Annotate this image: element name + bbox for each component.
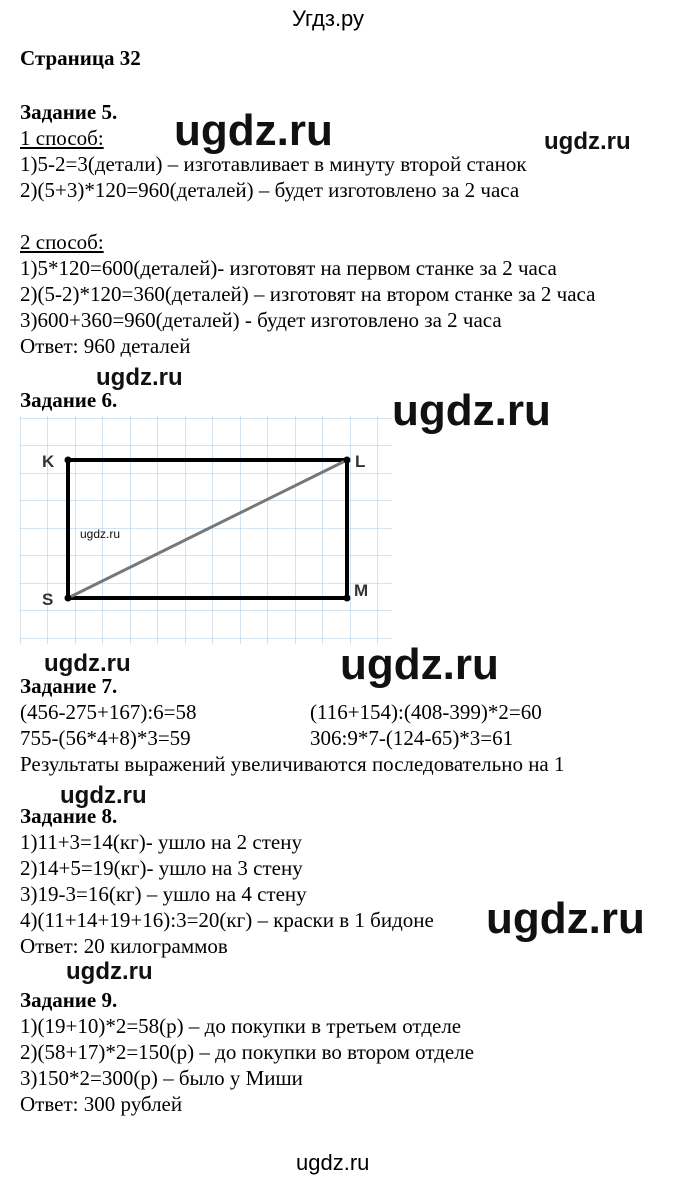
page-heading: Страница 32 bbox=[20, 46, 141, 70]
grid-diagram bbox=[20, 416, 392, 644]
watermark: ugdz.ru bbox=[66, 958, 153, 985]
task7-expr: 755-(56*4+8)*3=59 bbox=[20, 726, 191, 750]
label-l: L bbox=[355, 452, 366, 471]
task9-line: 2)(58+17)*2=150(р) – до покупки во втором отделе bbox=[20, 1040, 475, 1064]
task7-expr: (116+154):(408-399)*2=60 bbox=[310, 700, 542, 724]
watermark: ugdz.ru bbox=[486, 894, 645, 943]
watermark: ugdz.ru bbox=[544, 128, 631, 155]
task7-title: Задание 7. bbox=[20, 674, 118, 698]
watermark: ugdz.ru bbox=[174, 106, 333, 155]
point-k bbox=[65, 457, 72, 464]
task5-m2-line: 3)600+360=960(деталей) - будет изготовлено за 2 часа bbox=[20, 308, 502, 332]
point-l bbox=[344, 457, 351, 464]
site-title: Угдз.ру bbox=[292, 6, 365, 31]
task5-m2-line: 1)5*120=600(деталей)- изготовят на первом станке за 2 часа bbox=[20, 256, 557, 280]
task5-m1-line: 1)5-2=3(детали) – изготавливает в минуту второй станок bbox=[20, 152, 527, 176]
label-k: K bbox=[42, 452, 55, 471]
task9-line: 3)150*2=300(р) – было у Миши bbox=[20, 1066, 303, 1090]
task9-line: 1)(19+10)*2=58(р) – до покупки в третьем отделе bbox=[20, 1014, 462, 1038]
figure-watermark: ugdz.ru bbox=[80, 527, 121, 541]
task8-line: 4)(11+14+19+16):3=20(кг) – краски в 1 бидоне bbox=[20, 908, 434, 932]
watermark: ugdz.ru bbox=[340, 640, 499, 689]
task6-title: Задание 6. bbox=[20, 388, 118, 412]
task5-answer: Ответ: 960 деталей bbox=[20, 334, 191, 358]
task7-expr: 306:9*7-(124-65)*3=61 bbox=[310, 726, 514, 750]
task5-title: Задание 5. bbox=[20, 100, 118, 124]
task8-answer: Ответ: 20 килограммов bbox=[20, 934, 228, 958]
task8-line: 1)11+3=14(кг)- ушло на 2 стену bbox=[20, 830, 302, 854]
task5-method2: 2 способ: bbox=[20, 230, 104, 254]
task7-conclusion: Результаты выражений увеличиваются последовательно на 1 bbox=[20, 752, 565, 776]
task9-title: Задание 9. bbox=[20, 988, 118, 1012]
task5-m2-line: 2)(5-2)*120=360(деталей) – изготовят на втором станке за 2 часа bbox=[20, 282, 596, 306]
label-m: M bbox=[354, 581, 369, 600]
task5-method1: 1 способ: bbox=[20, 126, 104, 150]
watermark: ugdz.ru bbox=[44, 650, 131, 677]
task5-m1-line: 2)(5+3)*120=960(деталей) – будет изготовлено за 2 часа bbox=[20, 178, 520, 202]
watermark: ugdz.ru bbox=[392, 386, 551, 435]
watermark: ugdz.ru bbox=[60, 782, 147, 809]
point-s bbox=[65, 595, 72, 602]
task8-line: 2)14+5=19(кг)- ушло на 3 стену bbox=[20, 856, 303, 880]
task8-line: 3)19-3=16(кг) – ушло на 4 стену bbox=[20, 882, 307, 906]
footer-site: ugdz.ru bbox=[296, 1150, 370, 1175]
task8-title: Задание 8. bbox=[20, 804, 118, 828]
watermark: ugdz.ru bbox=[96, 364, 183, 391]
task6-figure bbox=[20, 416, 392, 644]
task7-expr: (456-275+167):6=58 bbox=[20, 700, 197, 724]
point-m bbox=[344, 595, 351, 602]
task9-answer: Ответ: 300 рублей bbox=[20, 1092, 183, 1116]
label-s: S bbox=[42, 590, 54, 609]
